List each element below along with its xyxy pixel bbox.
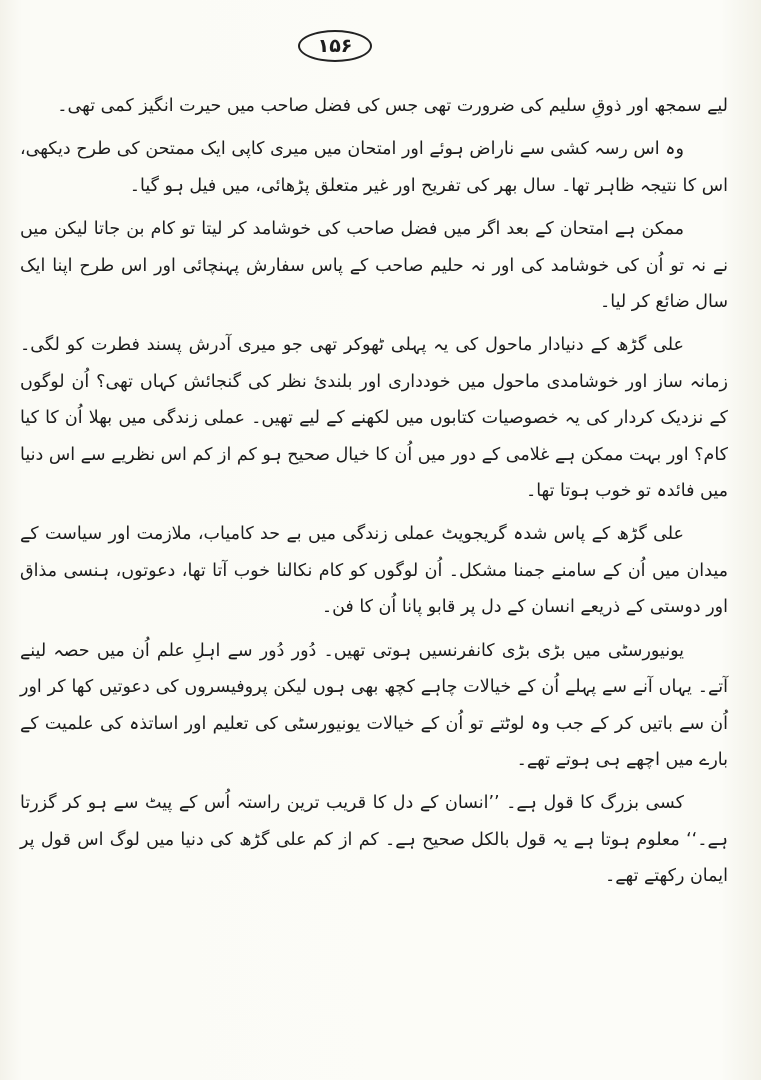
paragraph-6: یونیورسٹی میں بڑی بڑی کانفرنسیں ہوتی تھیں۔ دُور دُور سے اہلِ علم اُن میں حصہ لینے آتے۔ یہاں آنے سے پہلے اُن کے خیالات چاہے کچھ بھی ہوں لیکن پروفیسروں کی دعوتیں کھا کر اور اُن سے باتیں کر کے جب وہ لوٹتے تو اُن کے خیالات یونیورسٹی کی تعلیم اور اساتذہ کی علمیت کے بارے میں اچھے ہی ہوتے تھے۔ xyxy=(20,640,728,770)
page-number: ۱۵۶ xyxy=(298,30,372,62)
paragraph-7: کسی بزرگ کا قول ہے۔ ’’انسان کے دل کا قریب ترین راستہ اُس کے پیٹ سے ہو کر گزرتا ہے۔‘‘ معلوم ہوتا ہے یہ قول بالکل صحیح ہے۔ کم از کم علی گڑھ کی دنیا میں لوگ اس قول پر ایمان رکھتے تھے۔ xyxy=(20,793,728,887)
paragraph-4: علی گڑھ کے دنیادار ماحول کی یہ پہلی ٹھوکر تھی جو میری آدرش پسند فطرت کو لگی۔ زمانہ ساز اور خوشامدی ماحول میں خودداری اور بلندیٔ نظر کی گنجائش کہاں تھی؟ اُن لوگوں کے نزدیک کردار کی یہ خصوصیات کتابوں میں لکھنے کے لیے تھیں۔ عملی زندگی میں بھلا اُن کا کیا کام؟ اور بہت ممکن ہے غلامی کے دور میں اُن کا خیال صحیح ہو کم از کم اس نظریے سے اس دنیا میں فائدہ تو خوب ہوتا تھا۔ xyxy=(20,335,728,502)
paragraph-1: لیے سمجھ اور ذوقِ سلیم کی ضرورت تھی جس کی فضل صاحب میں حیرت انگیز کمی تھی۔ xyxy=(57,96,728,116)
paragraph-5: علی گڑھ کے پاس شدہ گریجویٹ عملی زندگی میں بے حد کامیاب، ملازمت اور سیاست کے میدان میں اُن کے سامنے جمنا مشکل۔ اُن لوگوں کو کام نکالنا خوب آتا تھا، دعوتوں، ہنسی مذاق اور دوستی کے ذریعے انسان کے دل پر قابو پانا اُن کا فن۔ xyxy=(20,524,728,618)
page-body-text xyxy=(20,88,728,902)
paragraph-2: وہ اس رسہ کشی سے ناراض ہوئے اور امتحان میں میری کاپی ایک ممتحن کی طرح دیکھی، اس کا نتیجہ ظاہر تھا۔ سال بھر کی تفریح اور غیر متعلق پڑھائی، میں فیل ہو گیا۔ xyxy=(20,139,728,196)
paragraph-3: ممکن ہے امتحان کے بعد اگر میں فضل صاحب کی خوشامد کر لیتا تو کام بن جاتا لیکن میں نے نہ تو اُن کی خوشامد کی اور نہ حلیم صاحب کے پاس سفارش پہنچائی اور اس طرح اپنا ایک سال ضائع کر لیا۔ xyxy=(20,219,728,313)
